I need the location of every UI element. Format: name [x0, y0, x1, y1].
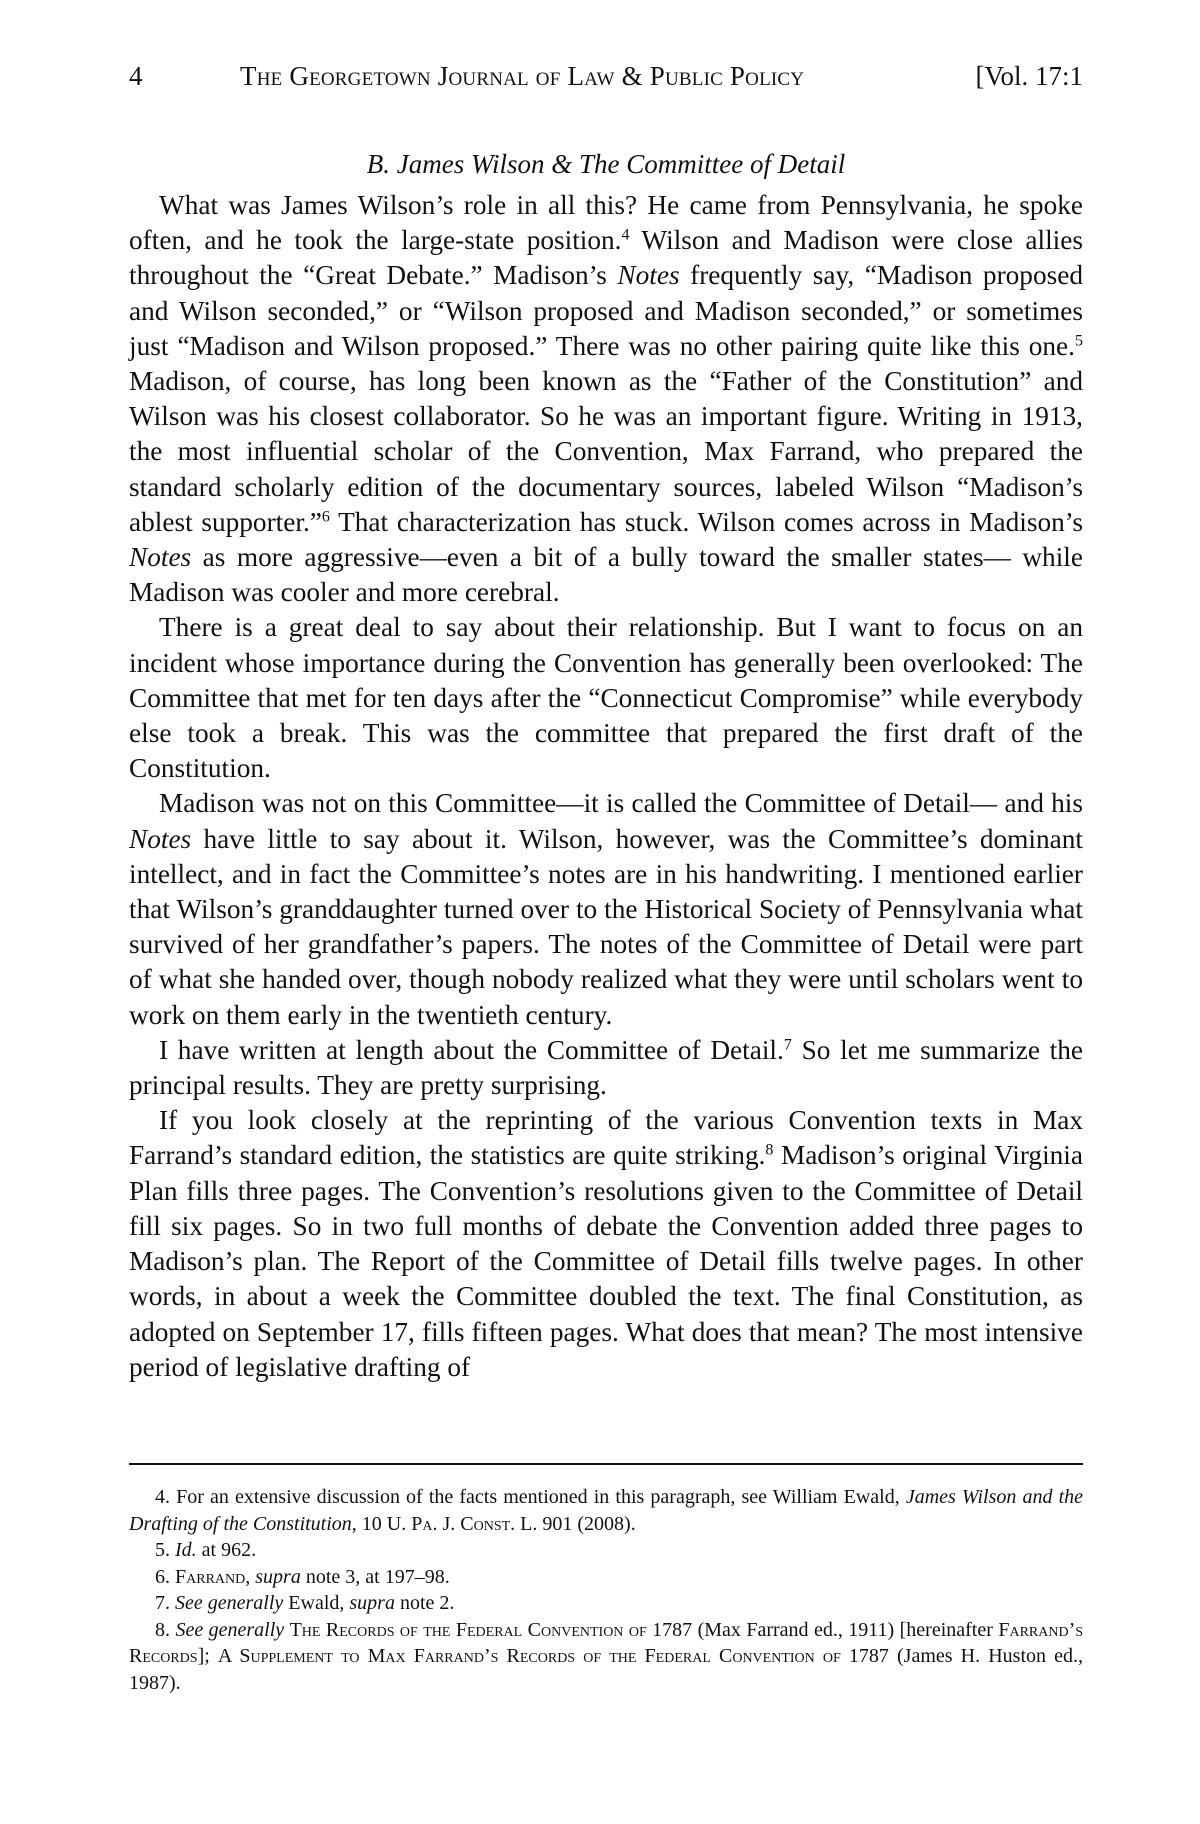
text-run: frequently say, “Madison proposed and Wilson seconded,” or “Wilson proposed and Madison seconded,” or sometimes just “Madison and Wilson proposed.” There was no other pairing quite like this one.	[129, 260, 1083, 361]
footnote-ref-5: 5	[1075, 332, 1083, 350]
paragraph-5	[129, 1103, 1083, 1385]
signal: See generally	[175, 1618, 285, 1641]
paragraph-1	[129, 188, 1083, 610]
text-run: 901 (2008).	[537, 1512, 636, 1535]
page-number: 4	[129, 61, 143, 91]
footnote-ref-8: 8	[765, 1141, 774, 1159]
footnotes	[129, 1484, 1083, 1696]
text-run: I have written at length about the Committee of Detail.	[159, 1034, 784, 1065]
footnote-ref-7: 7	[783, 1036, 792, 1054]
cited-title: The Records of the Federal Convention of	[289, 1618, 647, 1641]
text-run: That characterization has stuck. Wilson comes across in Madison’s	[329, 506, 1083, 537]
text-run: If you look closely at the reprinting of the various Convention texts in Max Farrand’s standard edition, the statistics are quite striking.	[129, 1105, 1083, 1171]
paragraph-2: There is a great deal to say about their relationship. But I want to focus on an incident whose importance during the Convention has generally been overlooked: The Committee that met for ten days after the “Connecticut Compromise” while everybody else took a break. This was the committee that prepared the first draft of the Constitution.	[129, 612, 1083, 784]
text-run: have little to say about it. Wilson, however, was the Committee’s dominant intellect, and in fact the Committee’s notes are in his handwriting. I mentioned earlier that Wilson’s granddaughter turned over to the Historical Society of Pennsylvania what survived of her grandfather’s papers. The notes of the Committee of Detail were part of what she handed over, though nobody realized what they were until scholars went to work on them early in the twentieth century.	[129, 823, 1083, 1030]
section-heading: B. James Wilson & The Committee of Detail	[366, 149, 846, 179]
paragraph-4	[129, 1033, 1083, 1103]
body-text	[129, 188, 1083, 1385]
text-run: 1787 (Max Farrand ed., 1911) [hereinafter	[646, 1618, 999, 1641]
footnote-8	[129, 1617, 1083, 1697]
text-run: Madison was not on this Committee—it is called the Committee of Detail— and his	[159, 788, 1083, 819]
signal: supra	[255, 1565, 301, 1588]
signal: See generally	[175, 1592, 284, 1614]
text-run: Ewald,	[283, 1592, 350, 1614]
italic-notes: Notes	[617, 260, 680, 291]
footnote-divider	[129, 1463, 1083, 1465]
italic-notes: Notes	[129, 542, 192, 573]
footnote-4	[129, 1484, 1083, 1537]
text-run: Madison, of course, has long been known as the “Father of the Constitution” and Wilson was his closest collaborator. So he was an important figure. Writing in 1913, the most influential scholar of the Convention, Max Farrand, who prepared the standard scholarly edition of the documentary sources, labeled Wilson “Madison’s ablest supporter.”	[129, 366, 1083, 537]
volume-label: [Vol. 17:1	[975, 61, 1083, 91]
text-run: 5.	[155, 1539, 175, 1561]
text-run: note 3, at 197–98.	[300, 1565, 450, 1588]
text-run: , 10	[351, 1512, 387, 1535]
footnote-5	[129, 1537, 1083, 1564]
footnote-ref-6: 6	[321, 508, 330, 526]
signal: Id.	[175, 1539, 197, 1561]
italic-notes: Notes	[129, 823, 192, 854]
text-run: 4. For an extensive discussion of the facts mentioned in this paragraph, see William Ewald,	[155, 1486, 906, 1508]
cited-title: James Wilson and the Drafting of the Constitution	[129, 1486, 1083, 1535]
text-run: ];	[197, 1645, 218, 1667]
text-run: 8.	[155, 1618, 176, 1641]
text-run: ,	[245, 1565, 256, 1588]
text-run: So let me summarize the principal results. They are pretty surprising.	[129, 1034, 1083, 1101]
text-run: Madison’s original Virginia Plan fills three pages. The Convention’s resolutions given to the Committee of Detail fill six pages. So in two full months of debate the Convention added three pages to Madison’s plan. The Report of the Committee of Detail fills twelve pages. In other words, in about a week the Committee doubled the text. The final Constitution, as adopted on September 17, fills fifteen pages. What does that mean? The most intensive period of legislative drafting of	[129, 1140, 1083, 1382]
text-run: at 962.	[196, 1539, 257, 1561]
footnote-7	[129, 1590, 1083, 1617]
text-run: 1787 (James H. Huston ed., 1987).	[129, 1645, 1084, 1694]
footnote-ref-4: 4	[621, 226, 630, 244]
short-title: Farrand’s Records	[129, 1618, 1084, 1667]
text-run: Wilson and Madison were close allies throughout the “Great Debate.” Madison’s	[129, 225, 1083, 291]
text-run: 6.	[155, 1565, 175, 1588]
text-run: as more aggressive—even a bit of a bully toward the smaller states— while Madison was cooler and more cerebral.	[129, 542, 1083, 608]
journal-title: The Georgetown Journal of Law & Public Policy	[240, 61, 805, 91]
text-run: What was James Wilson’s role in all this? He came from Pennsylvania, he spoke often, and he took the large-state position.	[129, 190, 1083, 256]
journal-abbrev: U. Pa. J. Const. L.	[386, 1512, 538, 1535]
text-run: note 2.	[394, 1592, 455, 1614]
paragraph-3	[129, 786, 1083, 1032]
running-header	[129, 56, 1083, 96]
signal: supra	[349, 1592, 395, 1614]
cited-title: A Supplement to Max Farrand’s Records of the Federal Convention of	[217, 1645, 841, 1667]
author-name: Farrand	[175, 1565, 246, 1588]
footnote-6	[129, 1564, 1083, 1591]
text-run: 7.	[155, 1592, 175, 1614]
